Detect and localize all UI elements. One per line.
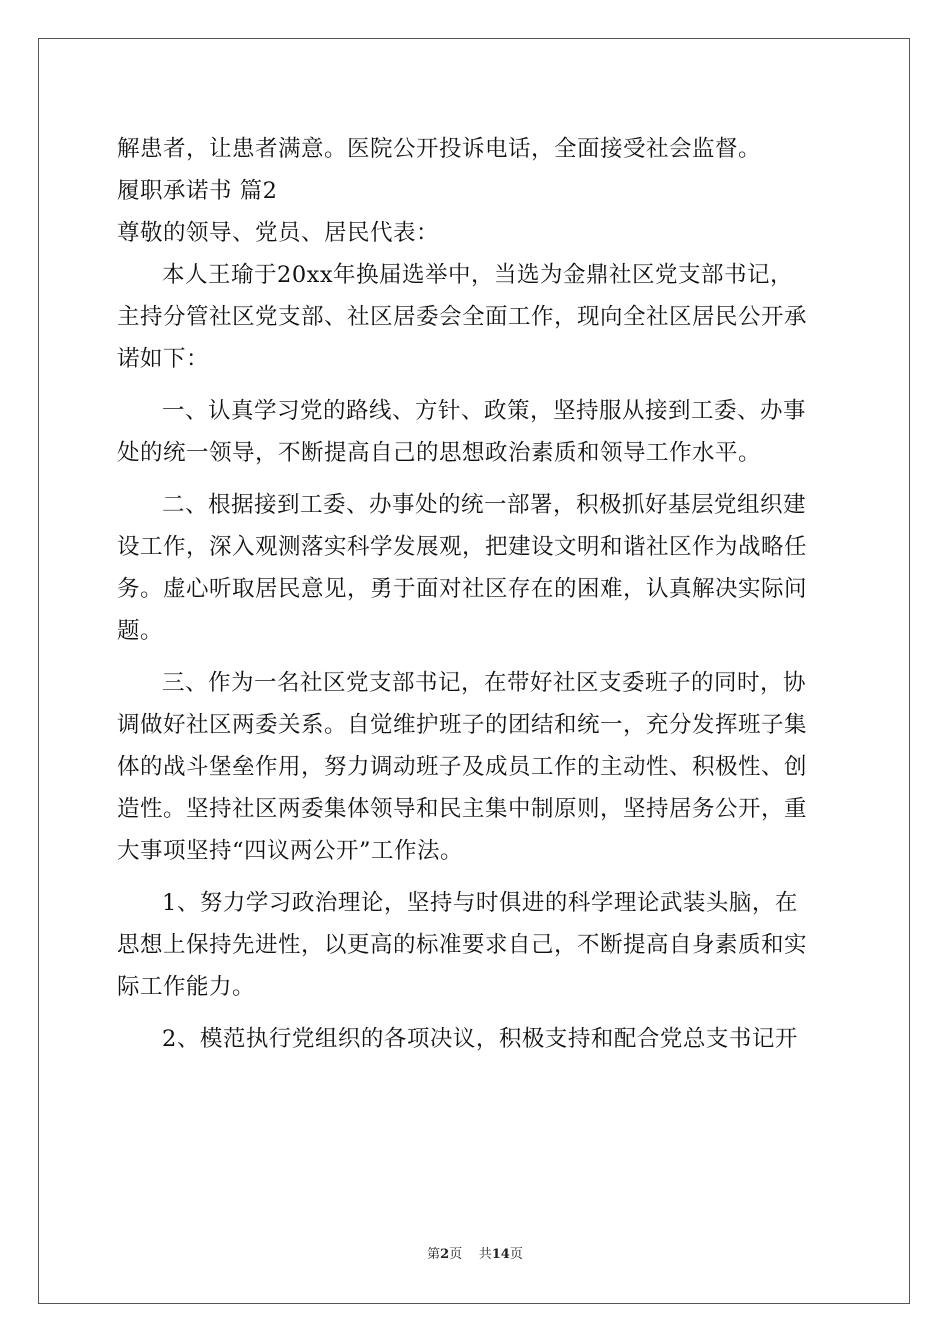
paragraph-start: 2、模范执行党组织的各项决议，积极支持和配合党总支书记开 bbox=[162, 1026, 798, 1052]
text-line: 际工作能力。 bbox=[117, 974, 256, 1000]
text-line: 思想上保持先进性，以更高的标准要求自己，不断提高自身素质和实 bbox=[117, 932, 808, 958]
paragraph-start: 二、根据接到工委、办事处的统一部署，积极抓好基层党组织建 bbox=[162, 492, 807, 518]
text-line: 诺如下： bbox=[117, 346, 210, 372]
page-number-total: 14 bbox=[491, 1247, 510, 1262]
text-line: 造性。坚持社区两委集体领导和民主集中制原则，坚持居务公开，重 bbox=[117, 796, 808, 822]
salutation: 尊敬的领导、党员、居民代表： bbox=[117, 220, 440, 246]
text-line: 调做好社区两委关系。自觉维护班子的团结和统一，充分发挥班子集 bbox=[117, 712, 808, 738]
paragraph-start: 1、努力学习政治理论，坚持与时俱进的科学理论武装头脑，在 bbox=[162, 890, 798, 916]
text-line: 设工作，深入观测落实科学发展观，把建设文明和谐社区作为战略任 bbox=[117, 534, 808, 560]
page-footer bbox=[0, 1246, 950, 1264]
document-body bbox=[117, 128, 837, 1060]
text-line: 处的统一领导，不断提高自己的思想政治素质和领导工作水平。 bbox=[117, 440, 762, 466]
text-line: 大事项坚持“四议两公开”工作法。 bbox=[117, 838, 464, 864]
text-line: 体的战斗堡垒作用，努力调动班子及成员工作的主动性、积极性、创 bbox=[117, 754, 808, 780]
text-line: 务。虚心听取居民意见，勇于面对社区存在的困难，认真解决实际问 bbox=[117, 576, 808, 602]
text-line: 题。 bbox=[117, 618, 164, 644]
page-number-current: 2 bbox=[440, 1247, 450, 1262]
paragraph-start: 一、认真学习党的路线、方针、政策，坚持服从接到工委、办事 bbox=[162, 398, 807, 424]
section-heading: 履职承诺书 篇2 bbox=[117, 178, 278, 204]
paragraph-start: 三、作为一名社区党支部书记，在带好社区支委班子的同时，协 bbox=[162, 670, 807, 696]
page-number-mid: 页 共 bbox=[449, 1247, 492, 1262]
page-number-prefix: 第 bbox=[427, 1247, 441, 1262]
paragraph-start: 本人王瑜于20xx年换届选举中，当选为金鼎社区党支部书记， bbox=[162, 262, 794, 288]
text-line: 主持分管社区党支部、社区居委会全面工作，现向全社区居民公开承 bbox=[117, 304, 808, 330]
page-number-suffix: 页 bbox=[509, 1247, 523, 1262]
text-line: 解患者，让患者满意。医院公开投诉电话，全面接受社会监督。 bbox=[117, 136, 762, 162]
